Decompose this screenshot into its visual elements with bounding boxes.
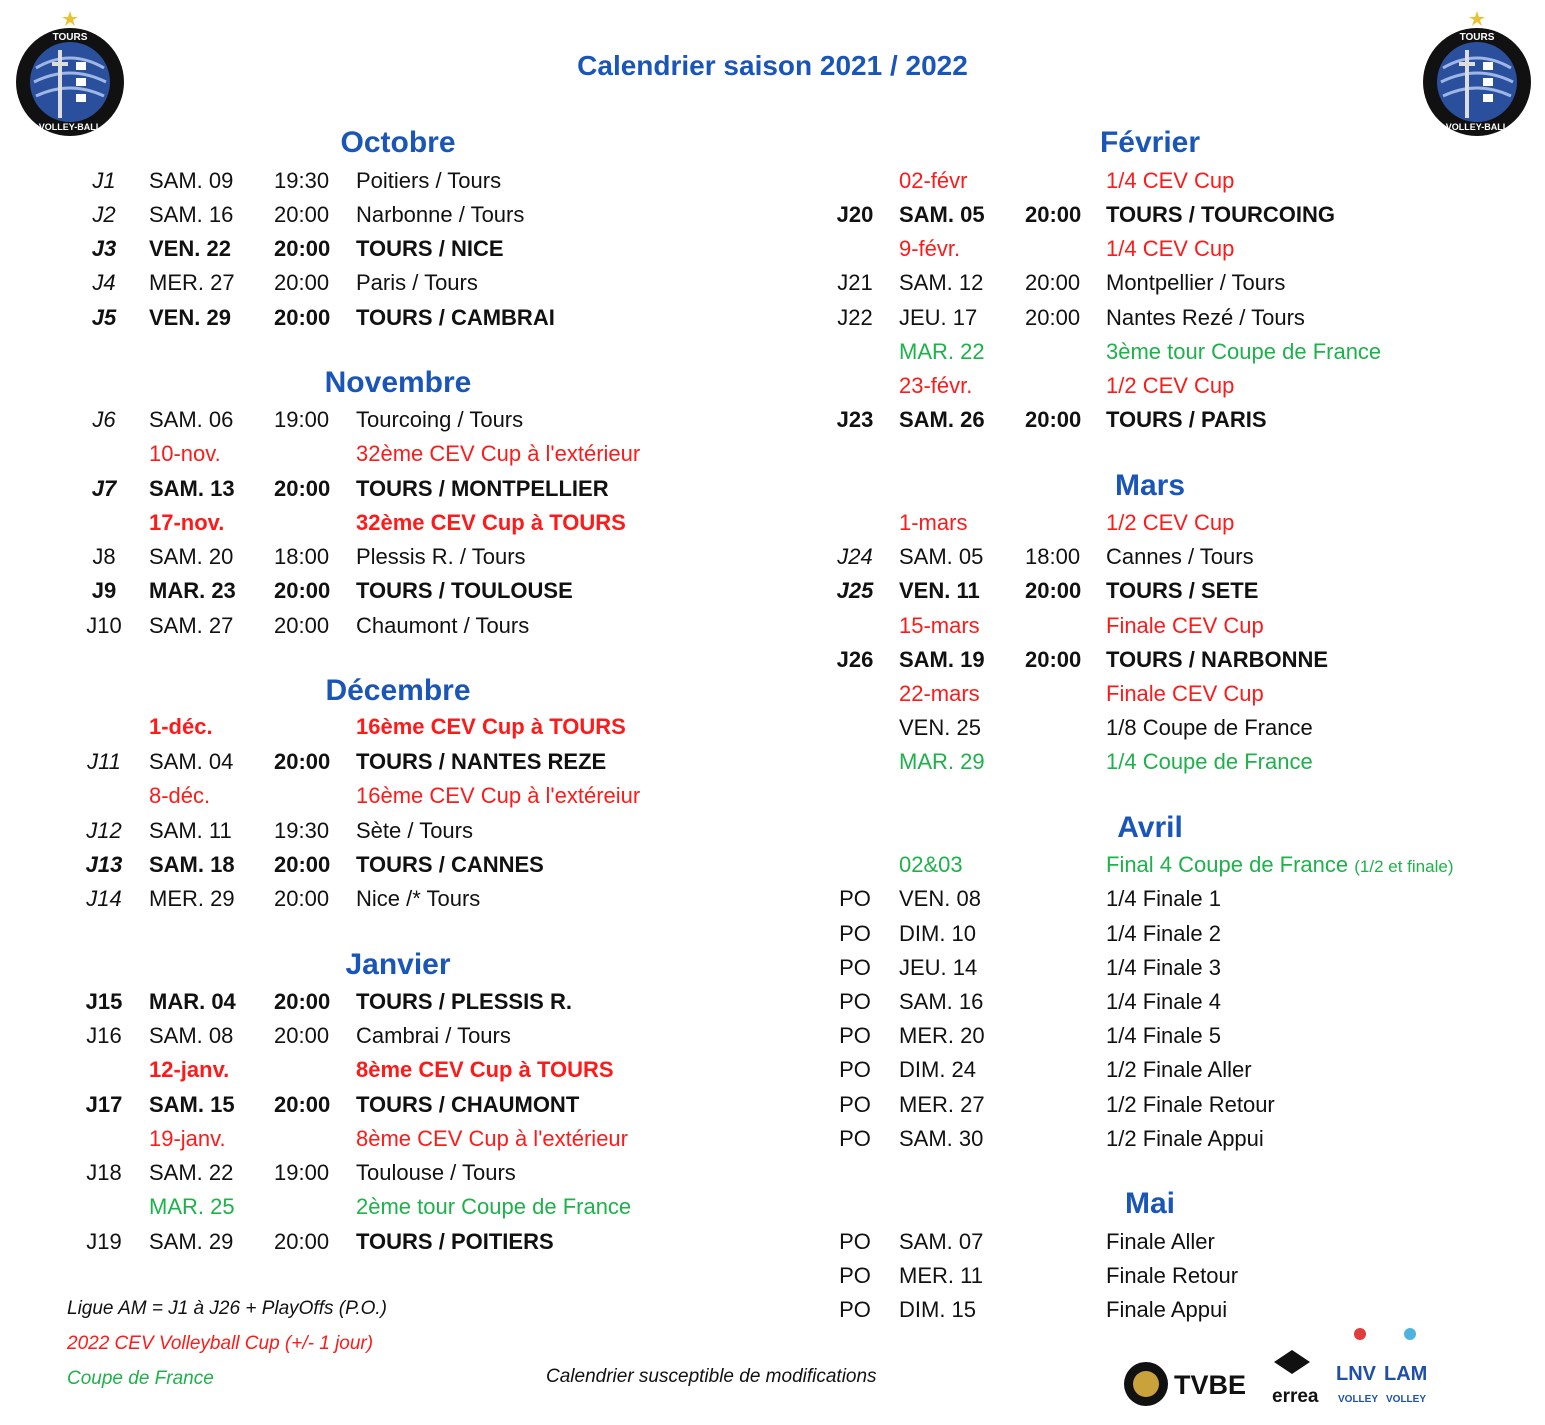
right-round: J20 <box>836 202 874 227</box>
tvbe-logo <box>1124 1362 1246 1406</box>
left-time: 20:00 <box>274 236 331 261</box>
right-date: VEN. 08 <box>899 886 981 911</box>
right-round: J24 <box>837 544 873 569</box>
month-avril: Avril <box>1117 811 1183 844</box>
right-match <box>1106 848 1454 884</box>
left-time: 20:00 <box>274 305 331 330</box>
left-time: 20:00 <box>274 202 330 227</box>
right-date: SAM. 19 <box>899 647 985 672</box>
left-round: J11 <box>87 749 121 774</box>
month-decembre: Décembre <box>325 674 471 707</box>
right-match: 1/2 Finale Aller <box>1106 1057 1252 1082</box>
month-janvier: Janvier <box>345 948 451 981</box>
right-date: SAM. 16 <box>899 989 984 1014</box>
month-mars: Mars <box>1114 469 1186 502</box>
right-match: 1/4 Finale 1 <box>1106 886 1221 911</box>
right-date: SAM. 26 <box>899 407 985 432</box>
tours-volley-logo-left <box>14 8 126 138</box>
tours-volley-logo-right <box>1421 8 1533 138</box>
right-round: J25 <box>836 578 874 603</box>
left-round: J10 <box>86 613 122 638</box>
left-date: VEN. 29 <box>149 305 231 330</box>
left-time: 20:00 <box>274 989 331 1014</box>
left-time: 20:00 <box>274 749 331 774</box>
right-match: TOURS / SETE <box>1106 578 1259 603</box>
left-match: TOURS / POITIERS <box>356 1229 554 1254</box>
right-round: PO <box>839 989 871 1014</box>
right-date: JEU. 17 <box>899 305 978 330</box>
page-title: Calendrier saison 2021 / 2022 <box>577 50 968 81</box>
right-match: 1/2 CEV Cup <box>1106 510 1235 535</box>
left-round: J4 <box>92 270 116 295</box>
left-date: SAM. 20 <box>149 544 234 569</box>
left-match: Poitiers / Tours <box>356 168 502 193</box>
left-date: MER. 27 <box>149 270 235 295</box>
right-date: DIM. 15 <box>899 1297 977 1322</box>
left-date: 12-janv. <box>149 1057 230 1082</box>
final4-label: Final 4 Coupe de France <box>1106 852 1349 877</box>
left-match: 32ème CEV Cup à l'extérieur <box>356 441 641 466</box>
left-date: SAM. 06 <box>149 407 234 432</box>
right-time: 20:00 <box>1025 647 1082 672</box>
final4-note: (1/2 et finale) <box>1354 857 1454 876</box>
left-date: 19-janv. <box>149 1126 226 1151</box>
legend-ligue: Ligue AM = J1 à J26 + PlayOffs (P.O.) <box>67 1298 387 1319</box>
right-date: MER. 27 <box>899 1092 985 1117</box>
left-date: MER. 29 <box>149 886 235 911</box>
right-date: MER. 20 <box>899 1023 985 1048</box>
legend-cev: 2022 CEV Volleyball Cup (+/- 1 jour) <box>67 1333 374 1354</box>
left-time: 20:00 <box>274 578 331 603</box>
left-date: VEN. 22 <box>149 236 231 261</box>
left-date: SAM. 27 <box>149 613 234 638</box>
tvbe-text: TVBE <box>1174 1370 1247 1400</box>
left-round: J16 <box>86 1023 122 1048</box>
left-round: J3 <box>91 236 117 261</box>
left-time: 19:30 <box>274 168 330 193</box>
right-time: 18:00 <box>1025 544 1081 569</box>
left-match: TOURS / CHAUMONT <box>356 1092 580 1117</box>
left-date: 1-déc. <box>149 714 213 739</box>
right-date: DIM. 10 <box>899 921 977 946</box>
left-round: J14 <box>86 886 122 911</box>
right-match: Finale CEV Cup <box>1106 613 1264 638</box>
right-match: 1/4 CEV Cup <box>1106 168 1235 193</box>
right-date: 02-févr <box>899 168 968 193</box>
right-date: 15-mars <box>899 613 980 638</box>
left-round: J19 <box>86 1229 122 1254</box>
left-round: J6 <box>92 407 116 432</box>
lam-text: LAM <box>1384 1363 1428 1385</box>
right-match: 1/2 CEV Cup <box>1106 373 1235 398</box>
right-date: VEN. 11 <box>899 578 980 603</box>
right-match: 1/4 Finale 2 <box>1106 921 1221 946</box>
right-match: 1/8 Coupe de France <box>1106 715 1313 740</box>
left-time: 19:30 <box>274 818 330 843</box>
right-match: TOURS / NARBONNE <box>1106 647 1329 672</box>
legend-coupe-de-france: Coupe de France <box>67 1368 214 1389</box>
logo-top-text: TOURS <box>52 32 88 43</box>
left-match: Nice /* Tours <box>356 886 481 911</box>
left-time: 20:00 <box>274 476 331 501</box>
right-match: 1/4 Finale 4 <box>1106 989 1221 1014</box>
lnv-text: LNV <box>1336 1363 1376 1385</box>
left-date: MAR. 25 <box>149 1194 235 1219</box>
right-round: PO <box>839 1023 871 1048</box>
left-time: 20:00 <box>274 270 330 295</box>
left-round: J15 <box>85 989 123 1014</box>
left-round: J7 <box>91 476 117 501</box>
left-match: Chaumont / Tours <box>356 613 530 638</box>
left-match: Toulouse / Tours <box>356 1160 516 1185</box>
right-match: 1/4 CEV Cup <box>1106 236 1235 261</box>
right-date: SAM. 12 <box>899 270 984 295</box>
right-match: TOURS / PARIS <box>1106 407 1267 432</box>
left-match: TOURS / NANTES REZE <box>356 749 607 774</box>
left-date: SAM. 16 <box>149 202 234 227</box>
logo-top-text: TOURS <box>1459 32 1495 43</box>
left-match: Cambrai / Tours <box>356 1023 511 1048</box>
left-time: 20:00 <box>274 1229 330 1254</box>
left-date: MAR. 23 <box>149 578 236 603</box>
right-match: Montpellier / Tours <box>1106 270 1286 295</box>
right-match: 1/2 Finale Appui <box>1106 1126 1264 1151</box>
left-date: 8-déc. <box>149 783 211 808</box>
left-time: 19:00 <box>274 1160 330 1185</box>
right-date: VEN. 25 <box>899 715 981 740</box>
right-round: PO <box>839 1229 871 1254</box>
lam-logo <box>1384 1328 1427 1405</box>
right-round: PO <box>839 1126 871 1151</box>
left-time: 18:00 <box>274 544 330 569</box>
left-time: 19:00 <box>274 407 330 432</box>
left-round: J12 <box>86 818 122 843</box>
right-round: PO <box>839 1057 871 1082</box>
month-mai: Mai <box>1124 1187 1175 1220</box>
right-time: 20:00 <box>1025 202 1082 227</box>
left-match: 8ème CEV Cup à TOURS <box>356 1057 614 1082</box>
right-round: J23 <box>836 407 874 432</box>
right-date: 23-févr. <box>899 373 973 398</box>
left-time: 20:00 <box>274 852 331 877</box>
left-match: TOURS / CANNES <box>356 852 544 877</box>
left-match: Sète / Tours <box>356 818 473 843</box>
right-match: 1/4 Finale 3 <box>1106 955 1221 980</box>
right-round: PO <box>839 1092 871 1117</box>
right-date: SAM. 05 <box>899 202 985 227</box>
right-date: MAR. 29 <box>899 749 985 774</box>
month-fevrier: Février <box>1099 126 1201 159</box>
left-date: SAM. 22 <box>149 1160 234 1185</box>
left-match: 16ème CEV Cup à l'extéreiur <box>356 783 641 808</box>
right-date: 22-mars <box>899 681 980 706</box>
right-date: SAM. 30 <box>899 1126 984 1151</box>
right-round: PO <box>839 921 871 946</box>
left-round: J5 <box>91 305 117 330</box>
logo-bottom-text: VOLLEY-BALL <box>38 122 102 132</box>
month-novembre: Novembre <box>324 366 472 399</box>
right-date: 9-févr. <box>899 236 961 261</box>
left-time: 20:00 <box>274 613 330 638</box>
left-match: 2ème tour Coupe de France <box>356 1194 632 1219</box>
right-round: PO <box>839 1263 871 1288</box>
right-time: 20:00 <box>1025 270 1081 295</box>
right-date: SAM. 07 <box>899 1229 984 1254</box>
errea-logo <box>1272 1350 1319 1407</box>
left-match: 8ème CEV Cup à l'extérieur <box>356 1126 628 1151</box>
left-match: Tourcoing / Tours <box>356 407 524 432</box>
right-date: MER. 11 <box>899 1263 983 1288</box>
left-round: J8 <box>92 544 116 569</box>
lnv-volley-text: VOLLEY <box>1338 1394 1379 1405</box>
left-time: 20:00 <box>274 886 330 911</box>
left-match: TOURS / MONTPELLIER <box>356 476 609 501</box>
right-date: MAR. 22 <box>899 339 985 364</box>
left-round: J18 <box>86 1160 122 1185</box>
left-date: SAM. 13 <box>149 476 235 501</box>
left-date: MAR. 04 <box>149 989 236 1014</box>
errea-text: errea <box>1272 1386 1319 1407</box>
left-time: 20:00 <box>274 1092 331 1117</box>
left-match: TOURS / CAMBRAI <box>356 305 555 330</box>
right-match: TOURS / TOURCOING <box>1106 202 1335 227</box>
right-date: SAM. 05 <box>899 544 984 569</box>
right-match: Nantes Rezé / Tours <box>1106 305 1305 330</box>
lnv-logo <box>1336 1328 1378 1405</box>
right-time: 20:00 <box>1025 578 1082 603</box>
right-date: 02&03 <box>899 852 963 877</box>
right-round: PO <box>839 955 871 980</box>
right-match: Finale Aller <box>1106 1229 1215 1254</box>
right-date: JEU. 14 <box>899 955 978 980</box>
left-round: J9 <box>91 578 117 603</box>
left-match: Narbonne / Tours <box>356 202 525 227</box>
right-match: Finale Appui <box>1106 1297 1228 1322</box>
right-match: Cannes / Tours <box>1106 544 1254 569</box>
left-date: SAM. 08 <box>149 1023 234 1048</box>
right-time: 20:00 <box>1025 407 1082 432</box>
left-date: SAM. 18 <box>149 852 235 877</box>
left-match: TOURS / TOULOUSE <box>356 578 573 603</box>
left-match: TOURS / PLESSIS R. <box>356 989 572 1014</box>
right-round: PO <box>839 886 871 911</box>
right-match: Finale Retour <box>1106 1263 1239 1288</box>
right-match: 1/4 Finale 5 <box>1106 1023 1221 1048</box>
disclaimer-note: Calendrier susceptible de modifications <box>546 1366 877 1387</box>
right-match: Finale CEV Cup <box>1106 681 1264 706</box>
left-match: TOURS / NICE <box>356 236 504 261</box>
month-octobre: Octobre <box>340 126 456 159</box>
right-match: 1/2 Finale Retour <box>1106 1092 1275 1117</box>
logo-bottom-text: VOLLEY-BALL <box>1445 122 1509 132</box>
left-date: 17-nov. <box>149 510 225 535</box>
left-match: Plessis R. / Tours <box>356 544 526 569</box>
right-date: DIM. 24 <box>899 1057 977 1082</box>
sponsor-logos <box>1120 1322 1430 1412</box>
left-date: 10-nov. <box>149 441 221 466</box>
left-match: 32ème CEV Cup à TOURS <box>356 510 626 535</box>
left-date: SAM. 04 <box>149 749 234 774</box>
right-match: 3ème tour Coupe de France <box>1106 339 1382 364</box>
left-round: J17 <box>85 1092 123 1117</box>
right-date: 1-mars <box>899 510 968 535</box>
right-time: 20:00 <box>1025 305 1081 330</box>
left-round: J2 <box>92 202 116 227</box>
left-round: J13 <box>85 852 123 877</box>
right-round: J26 <box>836 647 874 672</box>
right-match: 1/4 Coupe de France <box>1106 749 1313 774</box>
left-date: SAM. 29 <box>149 1229 234 1254</box>
left-date: SAM. 15 <box>149 1092 235 1117</box>
left-match: Paris / Tours <box>356 270 478 295</box>
left-match: 16ème CEV Cup à TOURS <box>356 714 626 739</box>
right-round: J22 <box>837 305 873 330</box>
right-round: PO <box>839 1297 871 1322</box>
left-time: 20:00 <box>274 1023 330 1048</box>
right-round: J21 <box>837 270 873 295</box>
left-date: SAM. 09 <box>149 168 234 193</box>
left-date: SAM. 11 <box>149 818 232 843</box>
left-round: J1 <box>92 168 116 193</box>
lam-volley-text: VOLLEY <box>1386 1394 1427 1405</box>
